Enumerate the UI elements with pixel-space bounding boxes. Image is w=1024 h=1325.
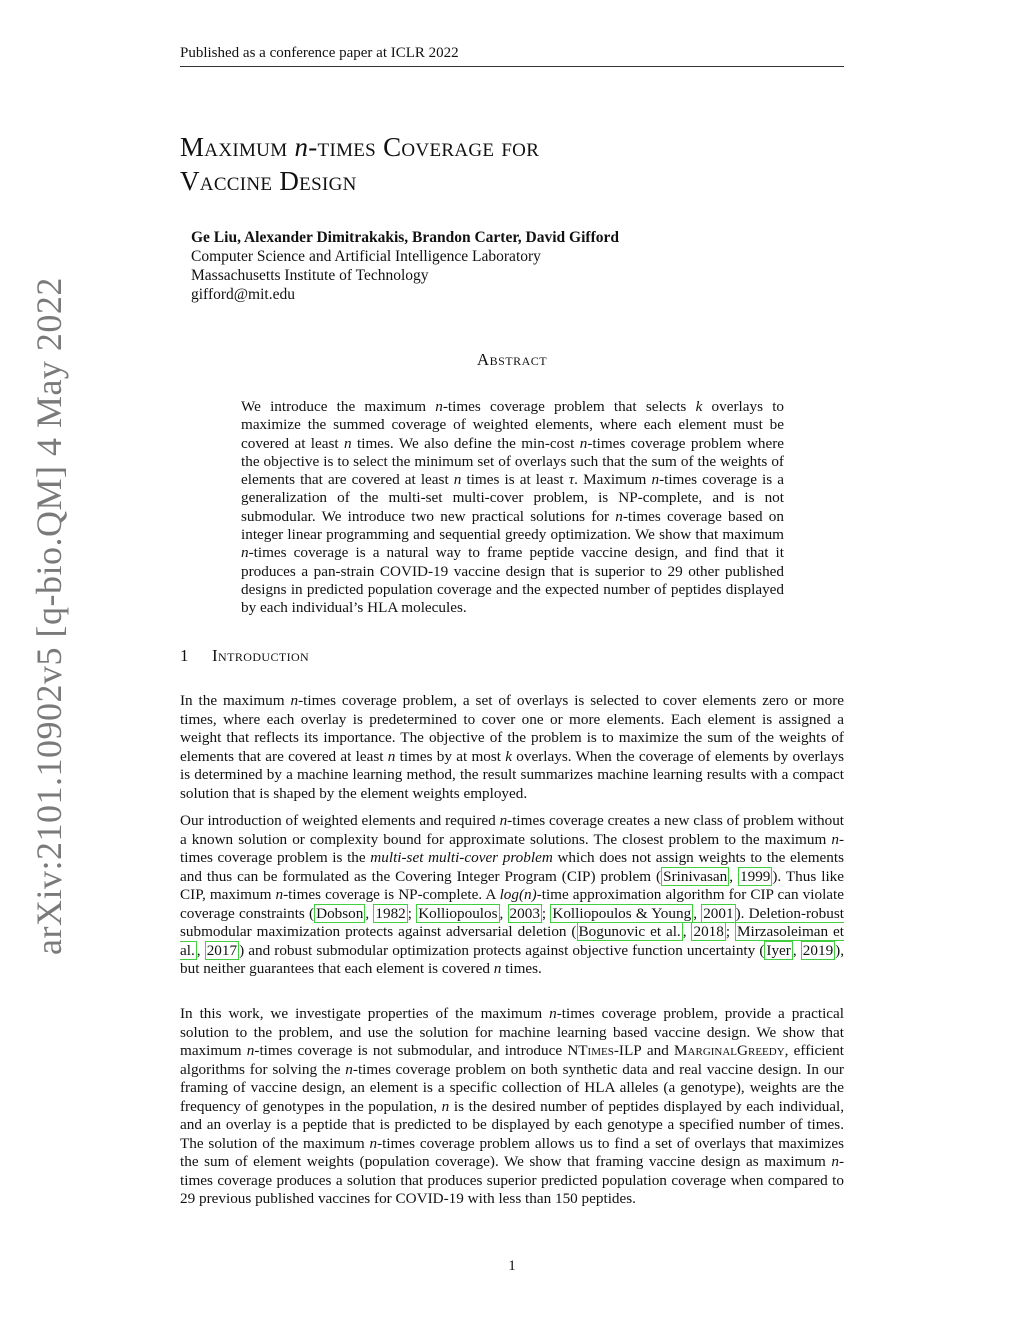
citation-link[interactable]: 1999 bbox=[740, 867, 771, 885]
running-header: Published as a conference paper at ICLR 2022 bbox=[180, 44, 844, 67]
abstract-text: We introduce the maximum n-times coverage problem that selects k overlays to maximize the summed coverage of weighted elements, where each element must be covered at least n times. We also define the min-cost n-times coverage problem where the objective is to select the minimum set of overlays such that the sum of the weights of elements that are covered at least n times is at least τ. Maximum n-times coverage is a generalization of the multi-set multi-cover problem, is NP-complete, and is not submodular. We introduce two new practical solutions for n-times coverage based on integer linear programming and sequential greedy optimization. We show that maximum n-times coverage is a natural way to frame peptide vaccine design, and find that it produces a pan-strain COVID-19 vaccine design that is superior to 29 other published designs in predicted population coverage and the expected number of peptides displayed by each individual’s HLA molecules. bbox=[241, 398, 785, 617]
intro-paragraph-2: Our introduction of weighted elements and required n-times coverage creates a new class of problem without a known solution or complexity bound for approximate solutions. The closest problem to the maximum n-times coverage problem is the multi-set multi-cover problem which does not assign weights to the elements and thus can be formulated as the Covering Integer Program (CIP) problem ( Srinivasan , 1999 ). Thus like CIP, maximum n-times coverage is NP-complete. A log(n)-time approximation algorithm for CIP can violate coverage constraints ( Dobson , 1982 ; Kolliopoulos , 2003 ; Kolliopoulos & Young , 2001 ). Deletion-robust submodular maximization protects against adversarial deletion ( Bogunovic et al. , 2018 ; Mirzasoleiman et al. , 2017 ) and robust submodular optimization protects against objective function uncertainty ( Iyer , 2019 ), but neither guarantees that each element is covered n times. bbox=[180, 812, 845, 977]
title-math: n bbox=[294, 132, 309, 162]
page-number: 1 bbox=[508, 1258, 516, 1274]
citation-link[interactable]: 2017 bbox=[206, 941, 238, 959]
author-names: Ge Liu, Alexander Dimitrakakis, Brandon Carter, David Gifford bbox=[191, 229, 619, 246]
algorithm-name: NTimes-ILP bbox=[567, 1042, 642, 1059]
section-heading-introduction bbox=[180, 646, 309, 666]
citation-link[interactable]: 2018 bbox=[693, 923, 724, 940]
abstract-heading: Abstract bbox=[476, 350, 548, 369]
citation-link[interactable]: Kolliopoulos & Young bbox=[552, 904, 692, 922]
title-line-1 bbox=[180, 130, 539, 164]
affiliation-institute: Massachusetts Institute of Technology bbox=[191, 267, 429, 284]
paper-title bbox=[180, 130, 539, 198]
algorithm-name: MarginalGreedy bbox=[674, 1042, 785, 1059]
citation-link[interactable]: Srinivasan bbox=[663, 867, 728, 885]
citation-link[interactable]: Iyer bbox=[766, 941, 791, 959]
arxiv-stamp: arXiv:2101.10902v5 [q-bio.QM] 4 May 2022 bbox=[29, 277, 69, 955]
citation-link[interactable]: Dobson bbox=[316, 904, 364, 922]
author-email: gifford@mit.edu bbox=[191, 286, 295, 303]
citation-link[interactable]: 2001 bbox=[703, 904, 734, 922]
citation-link[interactable]: 1982 bbox=[375, 904, 406, 922]
affiliation-lab: Computer Science and Artificial Intelligence Laboratory bbox=[191, 248, 541, 265]
citation-link[interactable]: 2003 bbox=[509, 904, 540, 922]
section-title: Introduction bbox=[212, 646, 310, 665]
title-line-2: Vaccine Design bbox=[180, 166, 357, 196]
title-text: -times Coverage for bbox=[308, 132, 540, 162]
citation-link[interactable]: Bogunovic et al. bbox=[578, 923, 681, 940]
intro-paragraph-3: In this work, we investigate properties of the maximum n-times coverage problem, provide a practical solution to the problem, and use the solution for machine learning based vaccine design. We show that maximum n-times coverage is not submodular, and introduce NTimes-ILP and MarginalGreedy, efficient algorithms for solving the n-times coverage problem on both synthetic data and real vaccine design. In our framing of vaccine design, an element is a specific collection of HLA alleles (a genotype), weights are the frequency of genotypes in the population, n is the desired number of peptides displayed by each individual, and an overlay is a peptide that is predicted to be displayed by each genotype a specified number of times. The solution of the maximum n-times coverage problem allows us to find a set of overlays that maximizes the sum of element weights (population coverage). We show that framing vaccine design as maximum n-times coverage produces a solution that produces superior predicted population coverage when compared to 29 previous published vaccines for COVID-19 with less than 150 peptides. bbox=[180, 1005, 845, 1207]
intro-paragraph-1: In the maximum n-times coverage problem, a set of overlays is selected to cover elements zero or more times, where each overlay is predetermined to cover one or more elements. Each element is assigned a weight that reflects its importance. The objective of the problem is to maximize the sum of the weights of elements that are covered at least n times by at most k overlays. When the coverage of elements by overlays is determined by a machine learning method, the result summarizes machine learning results with a compact solution that is shaped by the element weights employed. bbox=[180, 692, 845, 802]
title-text: Maximum bbox=[180, 132, 295, 162]
citation-link[interactable]: 2019 bbox=[802, 941, 834, 959]
author-block bbox=[191, 228, 619, 304]
citation-link[interactable]: Kolliopoulos bbox=[418, 904, 498, 922]
section-number: 1 bbox=[180, 646, 189, 665]
citation-link[interactable]: Mirzasoleiman et al. bbox=[180, 923, 844, 959]
